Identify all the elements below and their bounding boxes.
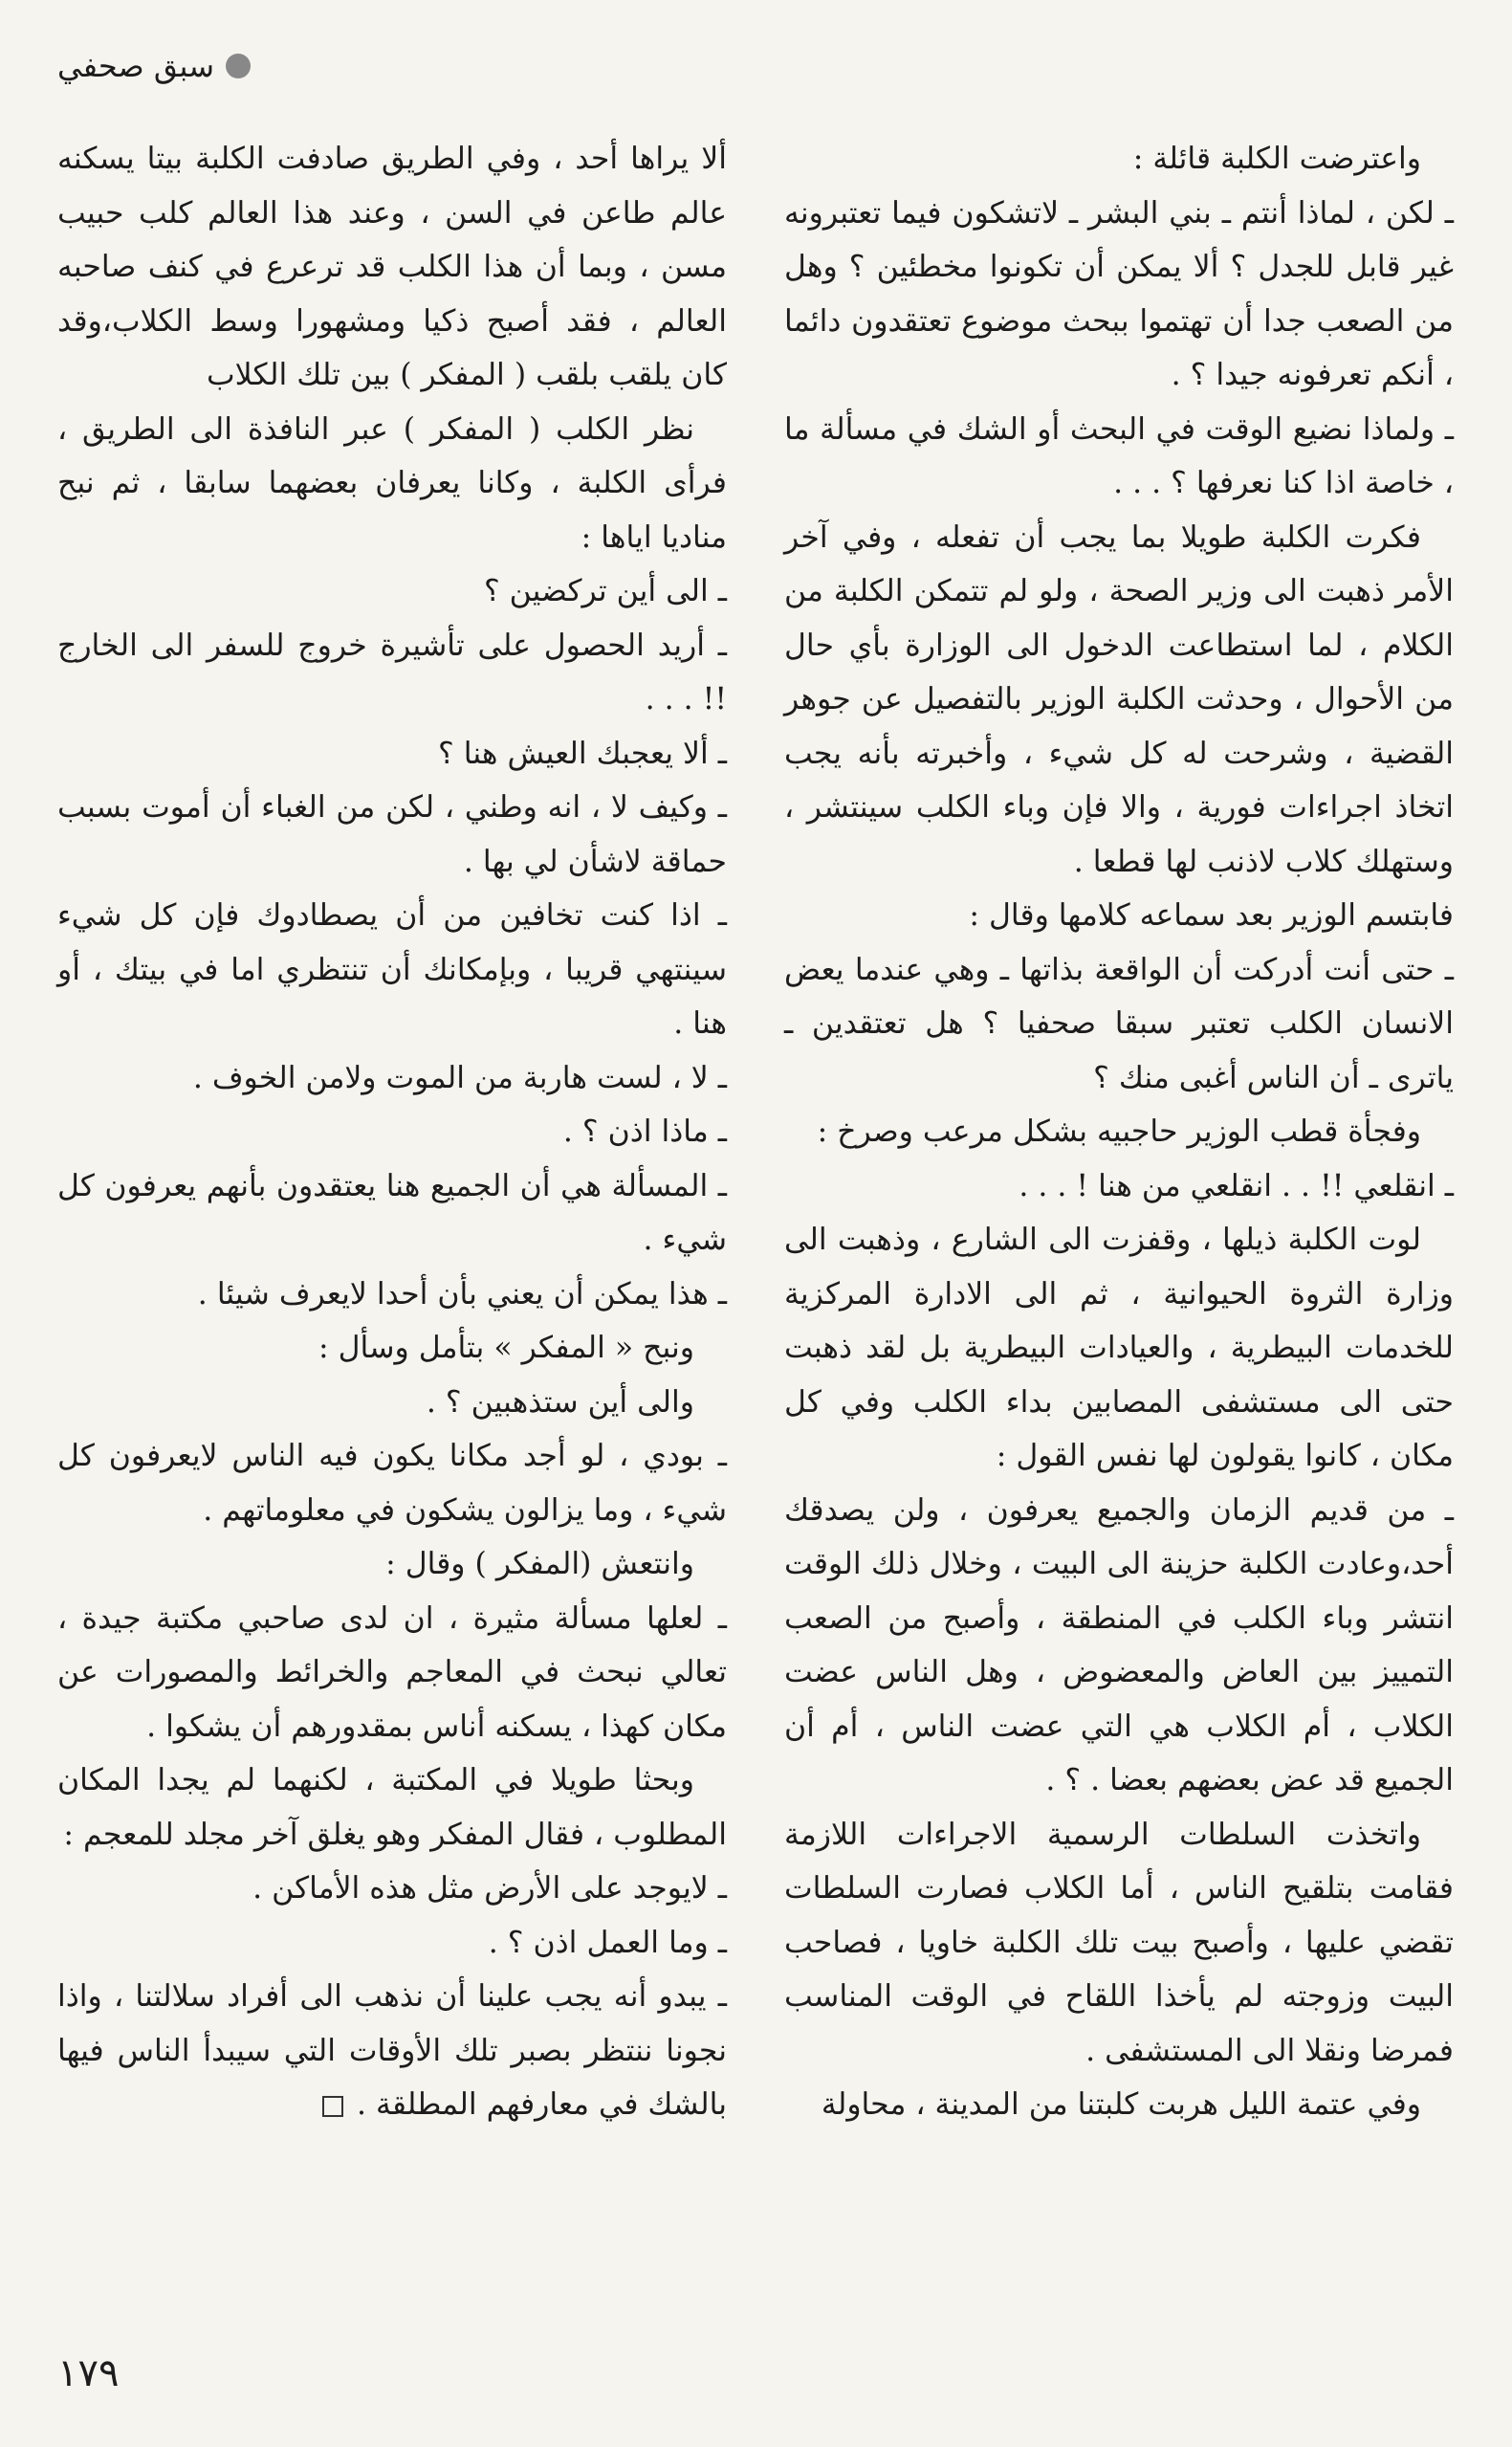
- paragraph: ـ الى أين تركضين ؟: [483, 574, 727, 608]
- right-text-column: [784, 132, 1454, 2132]
- section-title: سبق صحفي: [57, 48, 215, 84]
- paragraph: ـ هذا يمكن أن يعني بأن أحدا لايعرف شيئا .: [197, 1276, 727, 1312]
- paragraph: فابتسم الوزير بعد سماعه كلامها وقال :: [969, 898, 1454, 933]
- left-text-column: [57, 132, 727, 2132]
- bullet-icon: [226, 54, 251, 78]
- paragraph: وفي عتمة الليل هربت كلبتنا من المدينة ، محاولة: [821, 2087, 1421, 2122]
- end-of-article-square-icon: [322, 2096, 343, 2117]
- paragraph: ـ ولماذا نضيع الوقت في البحث أو الشك في مسألة ما ، خاصة اذا كنا نعرفها ؟ . . .: [784, 411, 1454, 500]
- paragraph: ـ أريد الحصول على تأشيرة خروج للسفر الى الخارج !! . . .: [57, 628, 727, 716]
- paragraph: ـ لعلها مسألة مثيرة ، ان لدى صاحبي مكتبة جيدة ، تعالي نبحث في المعاجم والخرائط والمصورات عن مكان كهذا ، يسكنه أناس بمقدورهم أن يشكوا .: [57, 1600, 727, 1744]
- paragraph: ـ لكن ، لماذا أنتم ـ بني البشر ـ لاتشكون فيما تعتبرونه غير قابل للجدل ؟ ألا يمكن أن تكونوا مخطئين ؟ وهل من الصعب جدا أن تهتموا ببحث موضوع تعتقدون دائما ، أنكم تعرفونه جيدا ؟ .: [784, 195, 1454, 392]
- paragraph: لوت الكلبة ذيلها ، وقفزت الى الشارع ، وذهبت الى وزارة الثروة الحيوانية ، ثم الى الادارة المركزية للخدمات البيطرية ، والعيادات البيطرية بل لقد ذهبت حتى الى مستشفى المصابين بداء الكلب وفي كل مكان ، كانوا يقولون لها نفس القول :: [784, 1223, 1454, 1473]
- paragraph: ـ وكيف لا ، انه وطني ، لكن من الغباء أن أموت بسبب حماقة لاشأن لي بها .: [57, 790, 727, 879]
- paragraph: نظر الكلب ( المفكر ) عبر النافذة الى الطريق ، فرأى الكلبة ، وكانا يعرفان بعضهما سابقا ، ثم نبح مناديا اياها :: [57, 411, 727, 555]
- paragraph: وبحثا طويلا في المكتبة ، لكنهما لم يجدا المكان المطلوب ، فقال المفكر وهو يغلق آخر مجلد للمعجم :: [57, 1763, 727, 1852]
- paragraph: ـ حتى أنت أدركت أن الواقعة بذاتها ـ وهي عندما يعض الانسان الكلب تعتبر سبقا صحفيا ؟ هل تعتقدين ـ ياترى ـ أن الناس أغبى منك ؟: [784, 952, 1454, 1095]
- paragraph: ـ بودي ، لو أجد مكانا يكون فيه الناس لايعرفون كل شيء ، وما يزالون يشكون في معلوماتهم .: [57, 1439, 727, 1528]
- paragraph: ـ اذا كنت تخافين من أن يصطادوك فإن كل شيء سينتهي قريبا ، وبإمكانك أن تنتظري اما في بيتك ، أو هنا .: [57, 898, 727, 1041]
- paragraph: ألا يراها أحد ، وفي الطريق صادفت الكلبة بيتا يسكنه عالم طاعن في السن ، وعند هذا العالم كلب حبيب مسن ، وبما أن هذا الكلب قد ترعرع في كنف صاحبه العالم ، فقد أصبح ذكيا ومشهورا وسط الكلاب،وقد كان يلقب بلقب ( المفكر ) بين تلك الكلاب: [57, 142, 727, 392]
- paragraph: وفجأة قطب الوزير حاجبيه بشكل مرعب وصرخ :: [817, 1114, 1421, 1149]
- paragraph: والى أين ستذهبين ؟ .: [426, 1384, 694, 1420]
- paragraph: ـ يبدو أنه يجب علينا أن نذهب الى أفراد سلالتنا ، واذا نجونا ننتظر بصبر تلك الأوقات التي سيبدأ الناس فيها بالشك في معارفهم المطلقة .: [57, 1979, 727, 2122]
- paragraph: ـ وما العمل اذن ؟ .: [488, 1925, 727, 1960]
- paragraph: فكرت الكلبة طويلا بما يجب أن تفعله ، وفي آخر الأمر ذهبت الى وزير الصحة ، ولو لم تتمكن الكلبة من الكلام ، لما استطاعت الدخول الى الوزارة بأي حال من الأحوال ، وحدثت الكلبة الوزير بالتفصيل عن جوهر القضية ، وشرحت له كل شيء ، وأخبرته بأنه يجب اتخاذ اجراءات فورية ، والا فإن وباء الكلب سينتشر ، وستهلك كلاب لاذنب لها قطعا .: [784, 519, 1454, 879]
- paragraph: ونبح « المفكر » بتأمل وسأل :: [318, 1331, 694, 1365]
- paragraph: ـ لايوجد على الأرض مثل هذه الأماكن .: [252, 1871, 727, 1906]
- paragraph: ـ لا ، لست هاربة من الموت ولامن الخوف .: [192, 1060, 727, 1095]
- paragraph: واعترضت الكلبة قائلة :: [1132, 142, 1421, 176]
- paragraph: ـ المسألة هي أن الجميع هنا يعتقدون بأنهم يعرفون كل شيء .: [57, 1168, 727, 1257]
- page-number: ١٧٩: [57, 2351, 120, 2395]
- paragraph: ـ ألا يعجبك العيش هنا ؟: [437, 736, 727, 771]
- paragraph: ـ انقلعي !! . . انقلعي من هنا ! . . .: [1019, 1168, 1454, 1203]
- paragraph: واتخذت السلطات الرسمية الاجراءات اللازمة فقامت بتلقيح الناس ، أما الكلاب فصارت السلطات تقضي عليها ، وأصبح بيت تلك الكلبة خاويا ، فصاحب البيت وزوجته لم يأخذا اللقاح في الوقت المناسب فمرضا ونقلا الى المستشفى .: [784, 1817, 1454, 2068]
- paragraph: وانتعش (المفكر ) وقال :: [385, 1547, 694, 1581]
- paragraph: ـ من قديم الزمان والجميع يعرفون ، ولن يصدقك أحد،وعادت الكلبة حزينة الى البيت ، وخلال ذلك الوقت انتشر وباء الكلب في المنطقة ، وأصبح من الصعب التمييز بين العاض والمعضوض ، وهل الناس عضت الكلاب ، أم الكلاب هي التي عضت الناس ، أم أن الجميع قد عض بعضهم بعضا . ؟ .: [784, 1492, 1454, 1797]
- section-header: [57, 48, 251, 84]
- paragraph: ـ ماذا اذن ؟ .: [562, 1114, 727, 1149]
